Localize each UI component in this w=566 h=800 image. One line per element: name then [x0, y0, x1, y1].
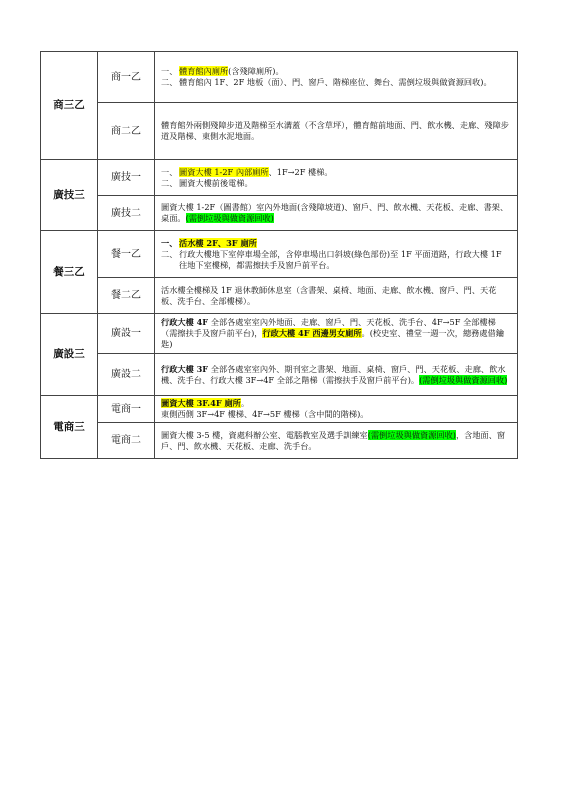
class-cell: 廣技三	[41, 160, 98, 231]
item-text: 圖資大樓 3-5 樓，資處科辦公室、電腦教室及選手訓練室	[161, 429, 368, 440]
class-cell: 廣設三	[41, 314, 98, 396]
duty-description	[155, 396, 518, 423]
table-row	[41, 278, 518, 314]
item-number: 一、	[161, 66, 178, 76]
class-cell: 餐三乙	[41, 231, 98, 314]
list-item	[161, 167, 511, 178]
duty-description	[155, 423, 518, 459]
item-text: 全部各處室室內外地面、走廊、窗戶、門、天花板、洗手台、4F→5F 全部樓梯（需擦扶手及窗戶前平台)，	[161, 317, 496, 338]
highlighted-text: 圖資大樓 1-2F 內部廁所	[179, 166, 269, 177]
duty-description	[155, 231, 518, 278]
building-name: 行政大樓 4F	[161, 317, 209, 327]
table-row	[41, 314, 518, 354]
highlighted-text: (需倒垃圾與做資源回收)	[419, 374, 508, 385]
duty-description: 體育館外兩側殘障步道及階梯至水溝蓋（不含草坪），體育館前地面、門、飲水機、走廊、殘障步道及階梯、東側水泥地面。	[155, 103, 518, 160]
table-row	[41, 423, 518, 459]
subclass-cell: 商二乙	[98, 103, 155, 160]
highlighted-text: (需倒垃圾與做資源回收)	[367, 429, 456, 440]
item-number: 一、	[161, 237, 178, 248]
item-text: 行政大樓地下室停車場全部，含停車場出口斜坡(綠色部份)至 1F 平面道路，行政大樓 1F 往地下室樓梯，都需擦扶手及窗戶前平台。	[179, 248, 502, 270]
subclass-cell: 廣設二	[98, 354, 155, 396]
subclass-cell: 廣技二	[98, 196, 155, 231]
item-number: 二、	[161, 248, 178, 259]
class-cell: 電商三	[41, 396, 98, 459]
highlighted-text: (需倒垃圾與做資源回收)	[185, 213, 274, 223]
subclass-cell: 電商一	[98, 396, 155, 423]
item-text: 全部各處室室內外、期刊室之書架、地面、桌椅、窗戶、門、天花板、走廊、飲水機、洗手台、行政大樓 3F→4F 全部之階梯（需擦扶手及窗戶前平台)。	[161, 363, 506, 385]
subclass-cell: 廣設一	[98, 314, 155, 354]
list-item	[161, 249, 511, 271]
table-row	[41, 196, 518, 231]
duty-description	[155, 354, 518, 396]
subclass-cell: 廣技一	[98, 160, 155, 196]
item-text: 體育館內 1F、2F 地板（面）、門、窗戶、階梯座位、舞台、需倒垃圾與做資源回收)。	[179, 77, 492, 87]
subclass-cell: 電商二	[98, 423, 155, 459]
table-row	[41, 52, 518, 103]
list-item	[161, 77, 511, 88]
item-number: 二、	[161, 77, 178, 87]
table-row	[41, 396, 518, 423]
table-row	[41, 160, 518, 196]
duty-description	[155, 196, 518, 231]
item-text: 圖資大樓 1-2F（圖書館）室內外地面(含殘障坡道)、窗戶、門、飲水機、天花板、走廊、書架、桌面。	[161, 202, 509, 223]
duty-description: 活水樓全樓梯及 1F 退休教師休息室（含書架、桌椅、地面、走廊、飲水機、窗戶、門、天花板、洗手台、全部樓梯）。	[155, 278, 518, 314]
highlighted-text: 體育館內廁所	[179, 66, 229, 76]
item-text: 、1F→2F 樓梯。	[268, 166, 333, 177]
table-row	[41, 103, 518, 160]
subclass-cell: 商一乙	[98, 52, 155, 103]
subclass-cell: 餐二乙	[98, 278, 155, 314]
building-name: 行政大樓 3F	[161, 363, 209, 374]
highlighted-text: 行政大樓 4F 西邊男女廁所	[262, 328, 362, 338]
duty-description	[155, 160, 518, 196]
item-text: 。(校史室、禮堂一週一次，總務處借鑰匙)	[161, 328, 504, 349]
cleaning-duty-table	[40, 51, 518, 459]
highlighted-text: 活水樓 2F、3F 廁所	[179, 237, 257, 248]
item-text: 東側西側 3F→4F 樓梯、4F→5F 樓梯（含中間的階梯)。	[161, 409, 369, 419]
item-text: (含殘障廁所)。	[228, 66, 284, 76]
item-text: 圖資大樓前後電梯。	[179, 177, 253, 188]
table-row	[41, 354, 518, 396]
table-row	[41, 231, 518, 278]
duty-description	[155, 314, 518, 354]
item-number: 二、	[161, 177, 178, 188]
list-item	[161, 238, 511, 249]
duty-description	[155, 52, 518, 103]
item-number: 一、	[161, 166, 178, 177]
highlighted-text: 圖資大樓 3F.4F 廁所	[161, 398, 241, 408]
subclass-cell: 餐一乙	[98, 231, 155, 278]
class-cell: 商三乙	[41, 52, 98, 160]
list-item	[161, 178, 511, 189]
item-text: 。	[240, 398, 250, 408]
list-item	[161, 66, 511, 77]
item-text: ，含地面、窗戶、門、飲水機、天花板、走廊、洗手台。	[161, 429, 506, 451]
